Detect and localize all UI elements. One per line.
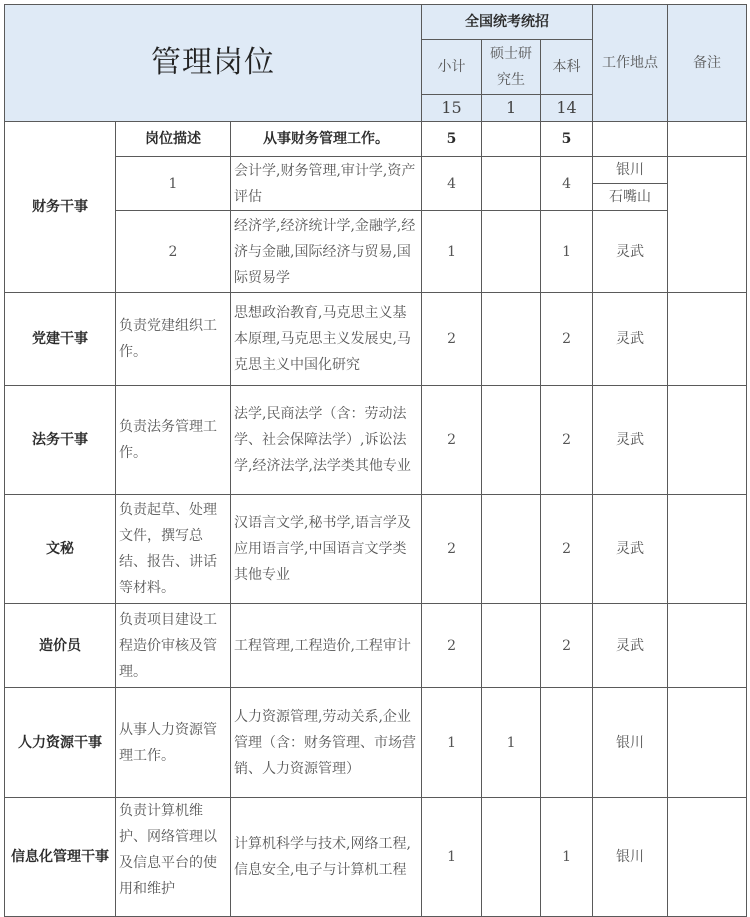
table-row xyxy=(5,798,747,917)
desc-cell: 负责起草、处理文件，撰写总结、报告、讲话等材料。 xyxy=(116,495,231,604)
subtotal-cell: 2 xyxy=(422,293,482,386)
majors-cell: 汉语言文学,秘书学,语言学及应用语言学,中国语言文学类其他专业 xyxy=(231,495,422,604)
majors-cell: 经济学,经济统计学,金融学,经济与金融,国际经济与贸易,国际贸易学 xyxy=(231,211,422,293)
location-header: 工作地点 xyxy=(593,5,668,122)
master-cell: 1 xyxy=(482,688,541,798)
position-name: 党建干事 xyxy=(5,293,116,386)
remark-cell xyxy=(668,604,747,688)
master-cell xyxy=(482,211,541,293)
table-row xyxy=(5,495,747,604)
desc-cell: 负责项目建设工程造价审核及管理。 xyxy=(116,604,231,688)
total-bachelor: 14 xyxy=(541,95,593,122)
master-cell xyxy=(482,798,541,917)
total-master: 1 xyxy=(482,95,541,122)
position-name: 人力资源干事 xyxy=(5,688,116,798)
table-row xyxy=(5,122,747,157)
location-cell: 灵武 xyxy=(593,293,668,386)
bachelor-cell xyxy=(541,688,593,798)
position-name: 法务干事 xyxy=(5,386,116,495)
majors-cell: 人力资源管理,劳动关系,企业管理（含：财务管理、市场营销、人力资源管理） xyxy=(231,688,422,798)
desc-label: 岗位描述 xyxy=(116,122,231,157)
recruit-group-header: 全国统考统招 xyxy=(422,5,593,40)
master-cell xyxy=(482,604,541,688)
bachelor-cell: 5 xyxy=(541,122,593,157)
page-title: 管理岗位 xyxy=(5,5,422,122)
majors-cell: 思想政治教育,马克思主义基本原理,马克思主义发展史,马克思主义中国化研究 xyxy=(231,293,422,386)
recruitment-table xyxy=(4,4,747,917)
bachelor-cell: 2 xyxy=(541,386,593,495)
bachelor-cell: 2 xyxy=(541,495,593,604)
sub-no: 1 xyxy=(116,157,231,211)
master-header: 硕士研究生 xyxy=(482,40,541,95)
master-cell xyxy=(482,495,541,604)
table-row xyxy=(5,688,747,798)
subtotal-cell: 4 xyxy=(422,157,482,211)
table-row xyxy=(5,604,747,688)
table-row xyxy=(5,211,747,293)
location-cell: 灵武 xyxy=(593,386,668,495)
remark-cell xyxy=(668,293,747,386)
remark-header: 备注 xyxy=(668,5,747,122)
bachelor-cell: 2 xyxy=(541,293,593,386)
majors-cell: 法学,民商法学（含：劳动法学、社会保障法学）,诉讼法学,经济法学,法学类其他专业 xyxy=(231,386,422,495)
table-row xyxy=(5,386,747,495)
position-name: 文秘 xyxy=(5,495,116,604)
master-cell xyxy=(482,122,541,157)
remark-cell xyxy=(668,122,747,157)
location-cell: 银川 xyxy=(593,798,668,917)
location-cell: 灵武 xyxy=(593,604,668,688)
remark-cell xyxy=(668,157,747,293)
subtotal-cell: 2 xyxy=(422,495,482,604)
table-row xyxy=(5,157,747,184)
subtotal-cell: 1 xyxy=(422,688,482,798)
remark-cell xyxy=(668,798,747,917)
location-cell: 灵武 xyxy=(593,495,668,604)
subtotal-cell: 2 xyxy=(422,386,482,495)
position-name: 信息化管理干事 xyxy=(5,798,116,917)
master-cell xyxy=(482,386,541,495)
bachelor-cell: 4 xyxy=(541,157,593,211)
remark-cell xyxy=(668,688,747,798)
majors-cell: 会计学,财务管理,审计学,资产评估 xyxy=(231,157,422,211)
subtotal-cell: 1 xyxy=(422,211,482,293)
master-cell xyxy=(482,293,541,386)
desc-cell: 负责计算机维护、网络管理以及信息平台的使用和维护 xyxy=(116,798,231,917)
sub-no: 2 xyxy=(116,211,231,293)
subtotal-cell: 2 xyxy=(422,604,482,688)
location-cell: 银川 xyxy=(593,688,668,798)
bachelor-cell: 1 xyxy=(541,211,593,293)
header-row-1 xyxy=(5,5,747,40)
majors-cell: 工程管理,工程造价,工程审计 xyxy=(231,604,422,688)
location-cell xyxy=(593,122,668,157)
bachelor-cell: 2 xyxy=(541,604,593,688)
subtotal-cell: 5 xyxy=(422,122,482,157)
subtotal-header: 小计 xyxy=(422,40,482,95)
bachelor-cell: 1 xyxy=(541,798,593,917)
bachelor-header: 本科 xyxy=(541,40,593,95)
location-cell: 灵武 xyxy=(593,211,668,293)
location-cell: 银川 xyxy=(593,157,668,184)
position-name: 造价员 xyxy=(5,604,116,688)
desc-cell: 负责党建组织工作。 xyxy=(116,293,231,386)
master-cell xyxy=(482,157,541,211)
remark-cell xyxy=(668,386,747,495)
total-subtotal: 15 xyxy=(422,95,482,122)
location-cell: 石嘴山 xyxy=(593,184,668,211)
desc-cell: 从事人力资源管理工作。 xyxy=(116,688,231,798)
desc-cell: 负责法务管理工作。 xyxy=(116,386,231,495)
subtotal-cell: 1 xyxy=(422,798,482,917)
desc-text: 从事财务管理工作。 xyxy=(231,122,422,157)
table-row xyxy=(5,293,747,386)
position-name: 财务干事 xyxy=(5,122,116,293)
remark-cell xyxy=(668,495,747,604)
majors-cell: 计算机科学与技术,网络工程,信息安全,电子与计算机工程 xyxy=(231,798,422,917)
